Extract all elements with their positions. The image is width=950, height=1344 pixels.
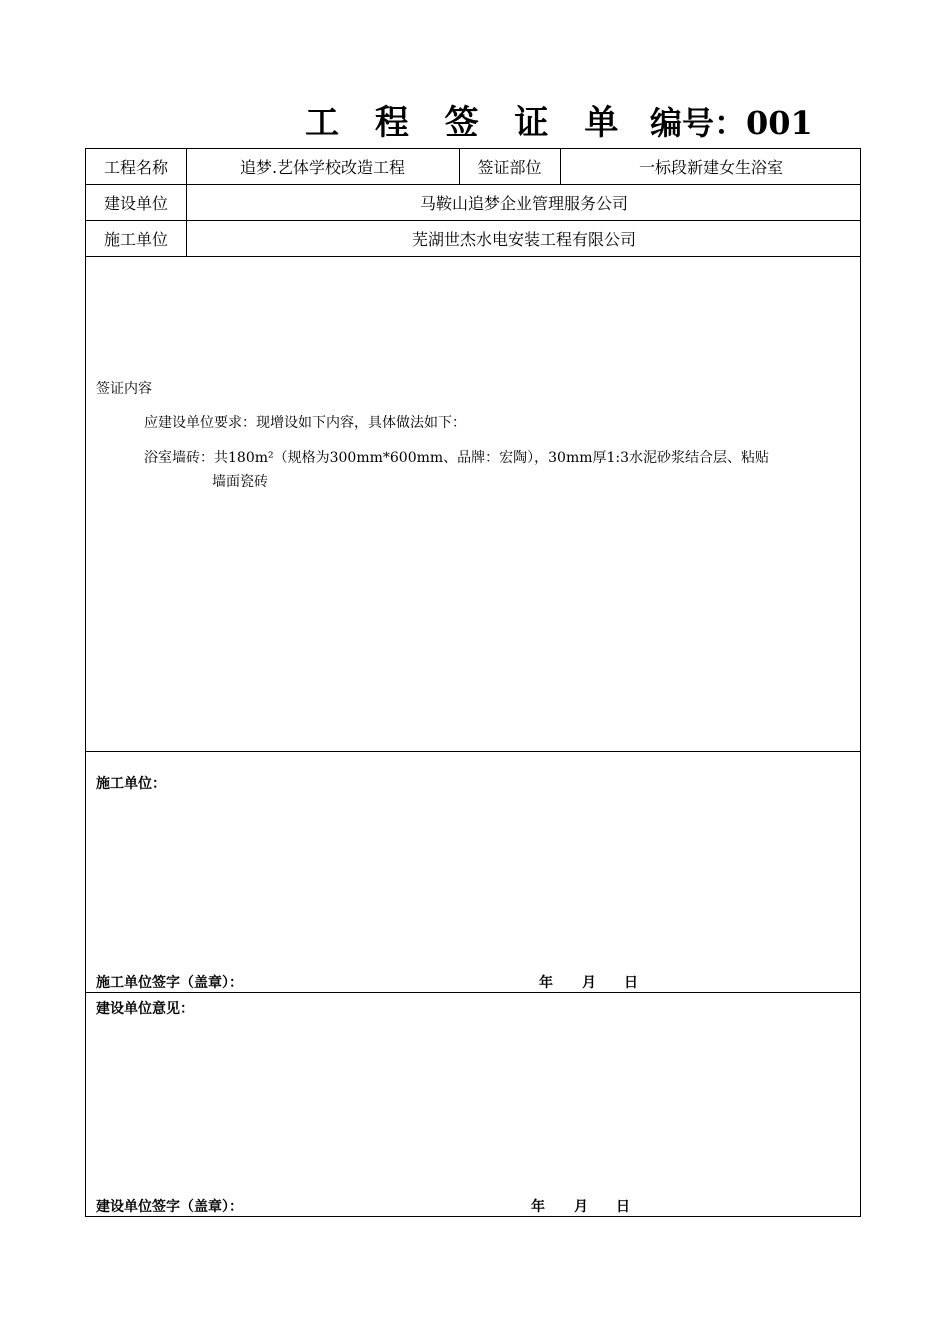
location-label: 签证部位 [477,158,542,177]
owner-sign-day: 日 [616,1199,630,1215]
row-divider [86,751,860,752]
content-item-line1: 浴室墙砖：共180m²（规格为300mm*600mm、品牌：宏陶），30mm厚1:3水泥砂浆结合层、粘贴 [144,450,770,466]
row-divider [86,992,860,993]
owner-label: 建设单位 [103,193,168,213]
owner-value: 马鞍山追梦企业管理服务公司 [419,193,628,213]
row-divider [86,256,860,257]
content-label: 签证内容 [96,381,152,397]
owner-sign-month: 月 [574,1199,588,1215]
content-item-line2: 墙面瓷砖 [212,474,268,490]
owner-section-label: 建设单位意见： [96,1001,194,1017]
location-value: 一标段新建女生浴室 [638,158,783,177]
document-title: 工 程 签 证 单 [305,103,631,143]
contractor-section-label: 施工单位： [96,776,166,792]
contractor-sign-year: 年 [539,975,553,991]
owner-sign-label: 建设单位签字（盖章）： [96,1199,243,1215]
project-name-label: 工程名称 [103,158,168,177]
owner-sign-year: 年 [531,1199,545,1215]
project-name-value: 追梦.艺体学校改造工程 [239,158,406,177]
document-number: 编号：001 [650,104,813,142]
contractor-value: 芜湖世杰水电安装工程有限公司 [411,229,636,249]
contractor-sign-label: 施工单位签字（盖章）： [96,975,243,991]
contractor-label: 施工单位 [103,229,168,249]
form-table [85,148,861,1217]
title-row [0,98,950,148]
contractor-sign-day: 日 [624,975,638,991]
contractor-sign-month: 月 [582,975,596,991]
content-intro: 应建设单位要求：现增设如下内容，具体做法如下： [144,415,466,431]
